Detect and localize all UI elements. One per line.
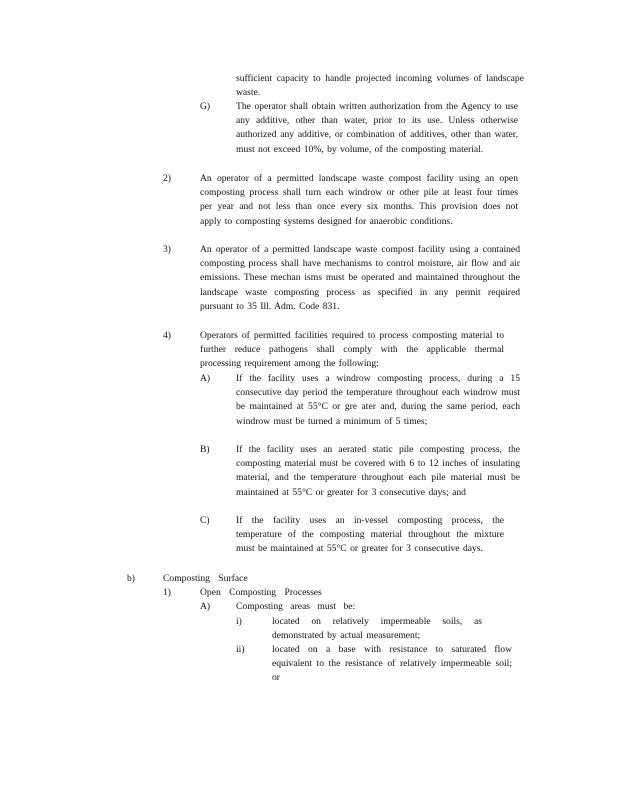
- paragraph-text: If the facility uses an in-vessel composting process, the temperature of the composting material throughout the mixture must be maintained at 55°C or greater for 3 consecutive days.: [236, 515, 504, 555]
- paragraph-label: B): [200, 444, 210, 455]
- paragraph-text: If the facility uses a windrow composting process, during a 15 consecutive day period the temperature throughout each windrow must be maintained at 55°C or gre ater and, during the same period, each windrow must be turned a minimum of 5 times;: [236, 373, 520, 427]
- paragraph-label: A): [200, 601, 211, 612]
- paragraph-text: located on relatively impermeable soils, as demonstrated by actual measurement;: [272, 616, 482, 642]
- paragraph-text: If the facility uses an aerated static pile composting process, the composting material must be covered with 6 to 12 inches of insulating material, and the temperature throughout each pile material must be maintained at 55°C or greater for 3 consecutive days; and: [236, 444, 520, 498]
- paragraph-label: C): [200, 515, 210, 526]
- section-heading: Open Composting Processes: [200, 587, 322, 598]
- paragraph-text: located on a base with resistance to saturated flow equivalent to the resistance of relatively impermeable soil; or: [272, 644, 512, 684]
- paragraph-label: 2): [163, 173, 171, 184]
- section-label: 1): [163, 587, 171, 598]
- paragraph-label: 3): [163, 244, 171, 255]
- paragraph-text: Composting areas must be:: [236, 601, 356, 612]
- paragraph-text: The operator shall obtain written authorization from the Agency to use any additive, other than water, prior to its use. Unless otherwise authorized any additive, or combination of additives, other than water, must not exceed 10%, by volume, of the composting material.: [236, 101, 518, 155]
- paragraph-label: i): [236, 616, 242, 627]
- paragraph-text: Operators of permitted facilities required to process composting material to further reduce pathogens shall comply with the applicable thermal processing requirement among the following:: [200, 330, 504, 370]
- paragraph-label: G): [200, 101, 211, 112]
- paragraph-label: 4): [163, 330, 171, 341]
- paragraph-text: sufficient capacity to handle projected incoming volumes of landscape waste.: [236, 73, 524, 99]
- section-heading: Composting Surface: [163, 573, 248, 584]
- paragraph-text: An operator of a permitted landscape waste compost facility using a contained composting process shall have mechanisms to control moisture, air flow and air emissions. These mechan isms must be operated and maintained throughout the landscape waste composting process as specified in any permit required pursuant to 35 Ill. Adm. Code 831.: [200, 244, 520, 312]
- paragraph-text: An operator of a permitted landscape waste compost facility using an open composting process shall turn each windrow or other pile at least four times per year and not less than once every six months. This provision does not apply to composting systems designed for anaerobic conditions.: [200, 173, 518, 227]
- paragraph-label: A): [200, 373, 211, 384]
- section-label: b): [127, 573, 135, 584]
- paragraph-label: ii): [236, 644, 245, 655]
